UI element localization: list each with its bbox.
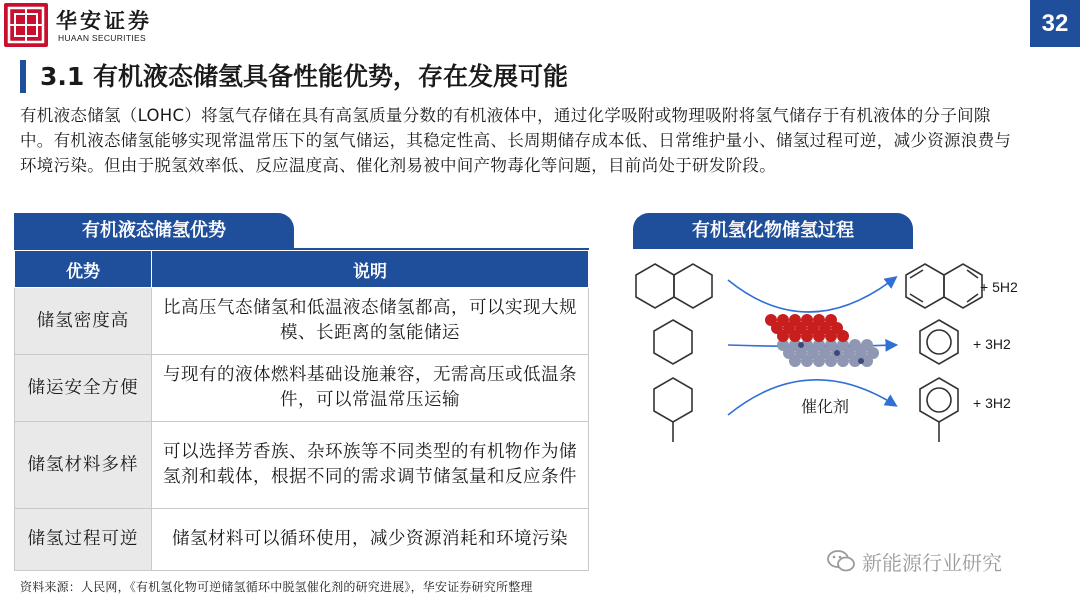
product-label: + 3H2 [973, 395, 1011, 411]
cyclohexane-molecule [654, 320, 692, 364]
catalyst-particles [765, 314, 879, 367]
advantages-panel-header: 有机液态储氢优势 [14, 213, 294, 249]
description-cell: 储氢材料可以循环使用，减少资源消耗和环境污染 [152, 509, 589, 571]
page-number: 32 [1030, 0, 1080, 47]
logo-text-cn: 华安证券 [56, 8, 152, 33]
column-header-description: 说明 [152, 251, 589, 288]
benzene-molecule [920, 320, 958, 364]
page-title: 3.1 有机液态储氢具备性能优势，存在发展可能 [40, 62, 568, 91]
hydrogen-storage-diagram [633, 250, 1043, 470]
process-panel-header: 有机氢化物储氢过程 [633, 213, 913, 249]
description-cell: 可以选择芳香族、杂环族等不同类型的有机物作为储氢剂和载体，根据不同的需求调节储氢量和反应条件 [152, 422, 589, 509]
methylcyclohexane-molecule [654, 378, 692, 442]
advantages-table [14, 250, 589, 571]
advantage-cell: 储氢材料多样 [15, 422, 152, 509]
logo-text-en: HUAAN SECURITIES [58, 33, 146, 43]
naphthalene-molecule [906, 264, 982, 308]
source-note: 资料来源：人民网，《有机氢化物可逆储氢循环中脱氢催化剂的研究进展》，华安证券研究所整理 [20, 580, 533, 594]
advantage-cell: 储氢密度高 [15, 288, 152, 355]
description-cell: 比高压气态储氢和低温液态储氢都高，可以实现大规模、长距离的氢能储运 [152, 288, 589, 355]
table-row [15, 355, 589, 422]
title-accent-bar [20, 60, 26, 93]
catalyst-label: 催化剂 [801, 397, 850, 416]
watermark [826, 545, 1002, 577]
table-row [15, 509, 589, 571]
logo-icon [4, 3, 48, 47]
product-label: + 3H2 [973, 336, 1011, 352]
intro-paragraph: 有机液态储氢（LOHC）将氢气存储在具有高氢质量分数的有机液体中，通过化学吸附或物理吸附将氢气储存于有机液体的分子间隙中。有机液态储氢能够实现常温常压下的氢气储运，其稳定性高、长周期储存成本低、日常维护量小、储氢过程可逆，减少资源浪费与环境污染。但由于脱氢效率低、反应温度高、催化剂易被中间产物毒化等问题，目前尚处于研发阶段。 [20, 106, 1012, 175]
table-header-row [15, 251, 589, 288]
advantage-cell: 储运安全方便 [15, 355, 152, 422]
toluene-molecule [920, 378, 958, 442]
table-row [15, 288, 589, 355]
column-header-advantage: 优势 [15, 251, 152, 288]
product-label: + 5H2 [980, 279, 1018, 295]
advantage-cell: 储氢过程可逆 [15, 509, 152, 571]
decalin-molecule [636, 264, 712, 308]
table-row [15, 422, 589, 509]
watermark-text: 新能源行业研究 [862, 550, 1002, 575]
description-cell: 与现有的液体燃料基础设施兼容，无需高压或低温条件，可以常温常压运输 [152, 355, 589, 422]
wechat-icon [826, 548, 856, 574]
